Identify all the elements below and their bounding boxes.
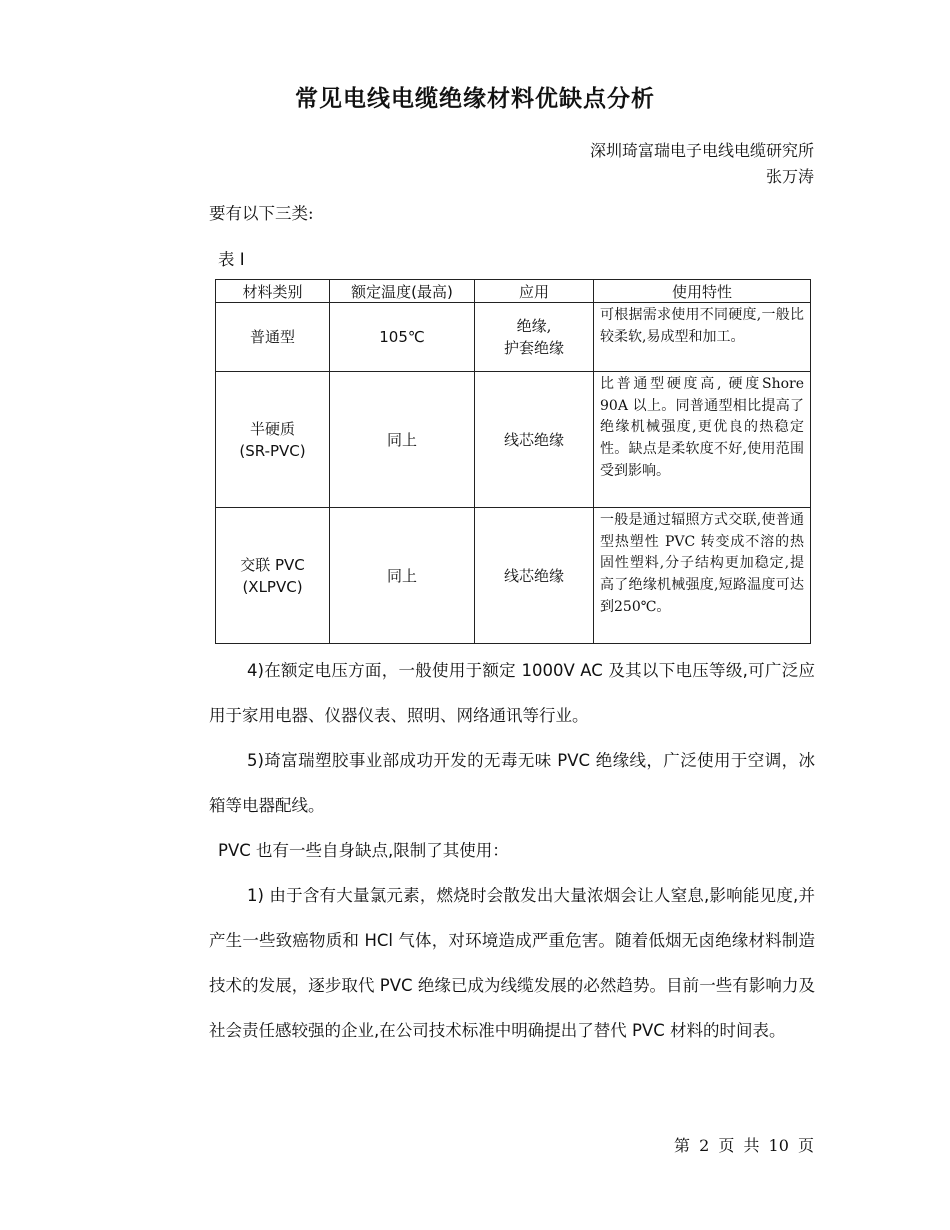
- cell-application: 线芯绝缘: [475, 508, 594, 644]
- paragraph-voltage: 4)在额定电压方面，一般使用于额定 1000V AC 及其以下电压等级,可广泛应用于家用电器、仪器仪表、照明、网络通讯等行业。: [209, 661, 815, 725]
- cell-type: 普通型: [216, 303, 330, 372]
- author-name: 张万涛: [765, 167, 814, 186]
- paragraph-drawback-1: 1) 由于含有大量氯元素，燃烧时会散发出大量浓烟会让人窒息,影响能见度,并产生一些致癌物质和 HCl 气体，对环境造成严重危害。随着低烟无卤绝缘材料制造技术的发展，逐步取代 PVC 绝缘已成为线缆发展的必然趋势。目前一些有影响力及社会责任感较强的企业,在公司技术标准中明确提出了替代 PVC 材料的时间表。: [209, 886, 815, 1040]
- cell-type: 半硬质 (SR-PVC): [216, 372, 330, 508]
- intro-text: 要有以下三类:: [209, 204, 314, 223]
- cell-type: 交联 PVC (XLPVC): [216, 508, 330, 644]
- cell-application: 绝缘, 护套绝缘: [475, 303, 594, 372]
- table-header-row: [216, 280, 811, 303]
- header-application: 应用: [475, 280, 594, 303]
- cell-temp: 105℃: [330, 303, 475, 372]
- paragraph-product: 5)琦富瑞塑胶事业部成功开发的无毒无味 PVC 绝缘线，广泛使用于空调，冰箱等电器配线。: [209, 751, 815, 815]
- material-table: [215, 279, 811, 644]
- cell-features: 一般是通过辐照方式交联,使普通型热塑性 PVC 转变成不溶的热固性塑料,分子结构更加稳定,提高了绝缘机械强度,短路温度可达到250℃。: [594, 508, 811, 644]
- table-row: [216, 303, 811, 372]
- cell-application: 线芯绝缘: [475, 372, 594, 508]
- page-number: 第 2 页 共 10 页: [674, 1136, 814, 1155]
- cell-features: 可根据需求使用不同硬度,一般比较柔软,易成型和加工。: [594, 303, 811, 372]
- cell-temp: 同上: [330, 508, 475, 644]
- institute-name: 深圳琦富瑞电子电线电缆研究所: [589, 141, 814, 160]
- header-temp: 额定温度(最高): [330, 280, 475, 303]
- document-title: 常见电线电缆绝缘材料优缺点分析: [295, 86, 655, 112]
- table-label: 表 I: [218, 250, 245, 269]
- cell-features: 比普通型硬度高, 硬度Shore 90A 以上。同普通型相比提高了绝缘机械强度,更优良的热稳定性。缺点是柔软度不好,使用范围受到影响。: [594, 372, 811, 508]
- header-type: 材料类别: [216, 280, 330, 303]
- cell-temp: 同上: [330, 372, 475, 508]
- paragraph-pvc-intro: PVC 也有一些自身缺点,限制了其使用：: [218, 841, 509, 860]
- header-features: 使用特性: [594, 280, 811, 303]
- table-row: [216, 372, 811, 508]
- table-row: [216, 508, 811, 644]
- author-block: [590, 138, 814, 190]
